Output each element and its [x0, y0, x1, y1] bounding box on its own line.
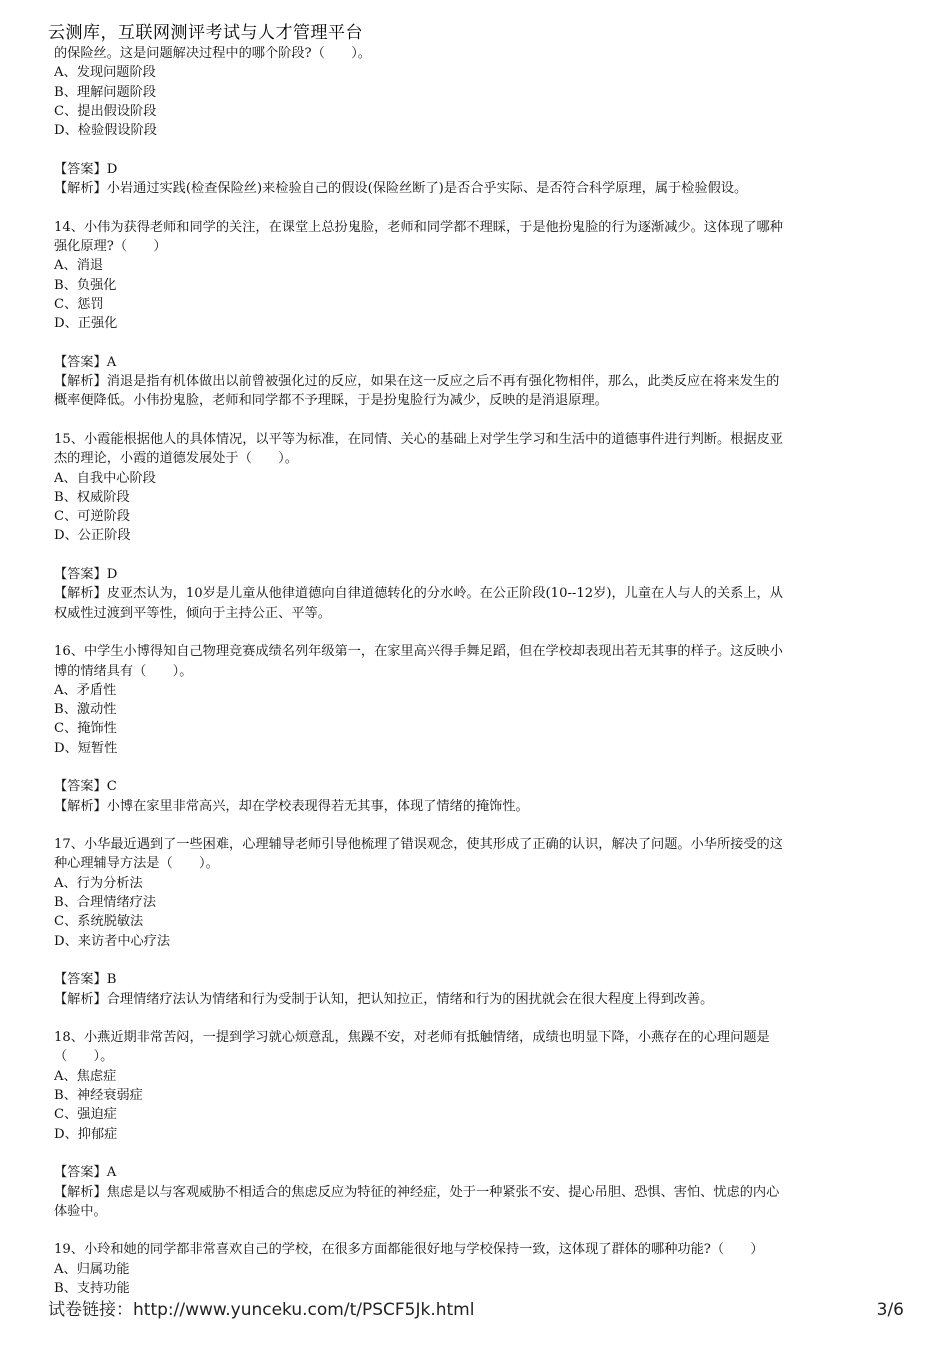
document-body — [54, 44, 904, 1298]
answer-line: 【答案】A — [54, 1165, 117, 1181]
option-b: B、激动性 — [54, 702, 117, 718]
option-d: D、抑郁症 — [54, 1126, 118, 1142]
answer-line: 【答案】C — [54, 779, 117, 795]
option-b: B、权威阶段 — [54, 489, 130, 505]
analysis-line: 体验中。 — [54, 1203, 107, 1219]
exam-link[interactable]: http://www.yunceku.com/t/PSCF5Jk.html — [133, 1300, 475, 1320]
option-a: A、焦虑症 — [54, 1068, 117, 1084]
question-stem-line: 15、小霞能根据他人的具体情况，以平等为标准，在同情、关心的基础上对学生学习和生活中的道德事件进行判断。根据皮亚 — [54, 431, 783, 447]
option-a: A、自我中心阶段 — [54, 470, 156, 486]
analysis-line: 【解析】合理情绪疗法认为情绪和行为受制于认知，把认知拉正，情绪和行为的困扰就会在很大程度上得到改善。 — [54, 991, 714, 1007]
option-c: C、强迫症 — [54, 1107, 117, 1123]
question-stem-line: 16、中学生小博得知自己物理竞赛成绩名列年级第一，在家里高兴得手舞足蹈，但在学校却表现出若无其事的样子。这反映小 — [54, 644, 783, 660]
answer-line: 【答案】A — [54, 354, 117, 370]
exam-link-line — [48, 1298, 474, 1322]
option-b: B、神经衰弱症 — [54, 1088, 143, 1104]
analysis-line: 概率便降低。小伟扮鬼脸，老师和同学都不予理睬，于是扮鬼脸行为减少，反映的是消退原理。 — [54, 393, 608, 409]
option-c: C、系统脱敏法 — [54, 914, 144, 930]
option-d: D、公正阶段 — [54, 528, 131, 544]
option-d: D、检验假设阶段 — [54, 123, 157, 139]
question-13-continuation — [54, 44, 904, 218]
question-stem-line: 17、小华最近遇到了一些困难，心理辅导老师引导他梳理了错误观念，使其形成了正确的认识，解决了问题。小华所接受的这 — [54, 837, 783, 853]
option-c: C、掩饰性 — [54, 721, 117, 737]
option-d: D、来访者中心疗法 — [54, 933, 171, 949]
question-stem-line: 18、小燕近期非常苦闷，一提到学习就心烦意乱，焦躁不安，对老师有抵触情绪，成绩也明显下降，小燕存在的心理问题是 — [54, 1030, 770, 1046]
option-a: A、矛盾性 — [54, 682, 117, 698]
question-18 — [54, 1028, 904, 1240]
question-stem-line: （ ）。 — [54, 1049, 114, 1065]
question-14 — [54, 218, 904, 430]
analysis-line: 权威性过渡到平等性，倾向于主持公正、平等。 — [54, 605, 331, 621]
analysis-line: 【解析】皮亚杰认为，10岁是儿童从他律道德向自律道德转化的分水岭。在公正阶段(10--12岁)，儿童在人与人的关系上，从 — [54, 586, 783, 602]
question-stem-line: 的保险丝。这是问题解决过程中的哪个阶段?（ ）。 — [54, 46, 371, 61]
analysis-line: 【解析】小博在家里非常高兴，却在学校表现得若无其事，体现了情绪的掩饰性。 — [54, 798, 529, 814]
option-a: A、消退 — [54, 258, 104, 274]
question-15 — [54, 430, 904, 642]
question-stem-line: 强化原理?（ ） — [54, 238, 167, 254]
question-stem-line: 14、小伟为获得老师和同学的关注，在课堂上总扮鬼脸，老师和同学都不理睬，于是他扮鬼脸的行为逐渐减少。这体现了哪种 — [54, 219, 783, 235]
exam-link-label: 试卷链接： — [48, 1300, 133, 1320]
option-b: B、负强化 — [54, 277, 117, 293]
option-c: C、可逆阶段 — [54, 509, 131, 525]
option-c: C、惩罚 — [54, 296, 104, 312]
answer-line: 【答案】B — [54, 972, 117, 988]
answer-line: 【答案】D — [54, 161, 118, 177]
question-17 — [54, 835, 904, 1028]
analysis-line: 【解析】小岩通过实践(检查保险丝)来检验自己的假设(保险丝断了)是否合乎实际、是否符合科学原理，属于检验假设。 — [54, 181, 748, 197]
option-a: A、发现问题阶段 — [54, 65, 156, 81]
option-c: C、提出假设阶段 — [54, 103, 157, 119]
option-d: D、短暂性 — [54, 740, 118, 756]
question-stem-line: 杰的理论，小霞的道德发展处于（ ）。 — [54, 451, 298, 467]
option-b: B、合理情绪疗法 — [54, 895, 157, 911]
site-title: 云测库，互联网测评考试与人才管理平台 — [48, 23, 363, 43]
question-16 — [54, 642, 904, 835]
question-19 — [54, 1240, 904, 1298]
page-number: 3/6 — [876, 1300, 904, 1320]
analysis-line: 【解析】焦虑是以与客观威胁不相适合的焦虑反应为特征的神经症，处于一种紧张不安、提心吊胆、恐惧、害怕、忧虑的内心 — [54, 1184, 780, 1200]
answer-line: 【答案】D — [54, 567, 118, 583]
option-d: D、正强化 — [54, 316, 118, 332]
question-stem-line: 博的情绪具有（ ）。 — [54, 663, 193, 679]
option-b: B、支持功能 — [54, 1281, 130, 1296]
option-a: A、行为分析法 — [54, 875, 143, 891]
question-stem-line: 19、小玲和她的同学都非常喜欢自己的学校，在很多方面都能很好地与学校保持一致，这体现了群体的哪种功能?（ ） — [54, 1242, 764, 1258]
option-a: A、归属功能 — [54, 1261, 130, 1277]
option-b: B、理解问题阶段 — [54, 84, 157, 100]
page-footer — [48, 1298, 904, 1322]
analysis-line: 【解析】消退是指有机体做出以前曾被强化过的反应，如果在这一反应之后不再有强化物相伴，那么，此类反应在将来发生的 — [54, 374, 780, 390]
question-stem-line: 种心理辅导方法是（ ）。 — [54, 856, 219, 872]
